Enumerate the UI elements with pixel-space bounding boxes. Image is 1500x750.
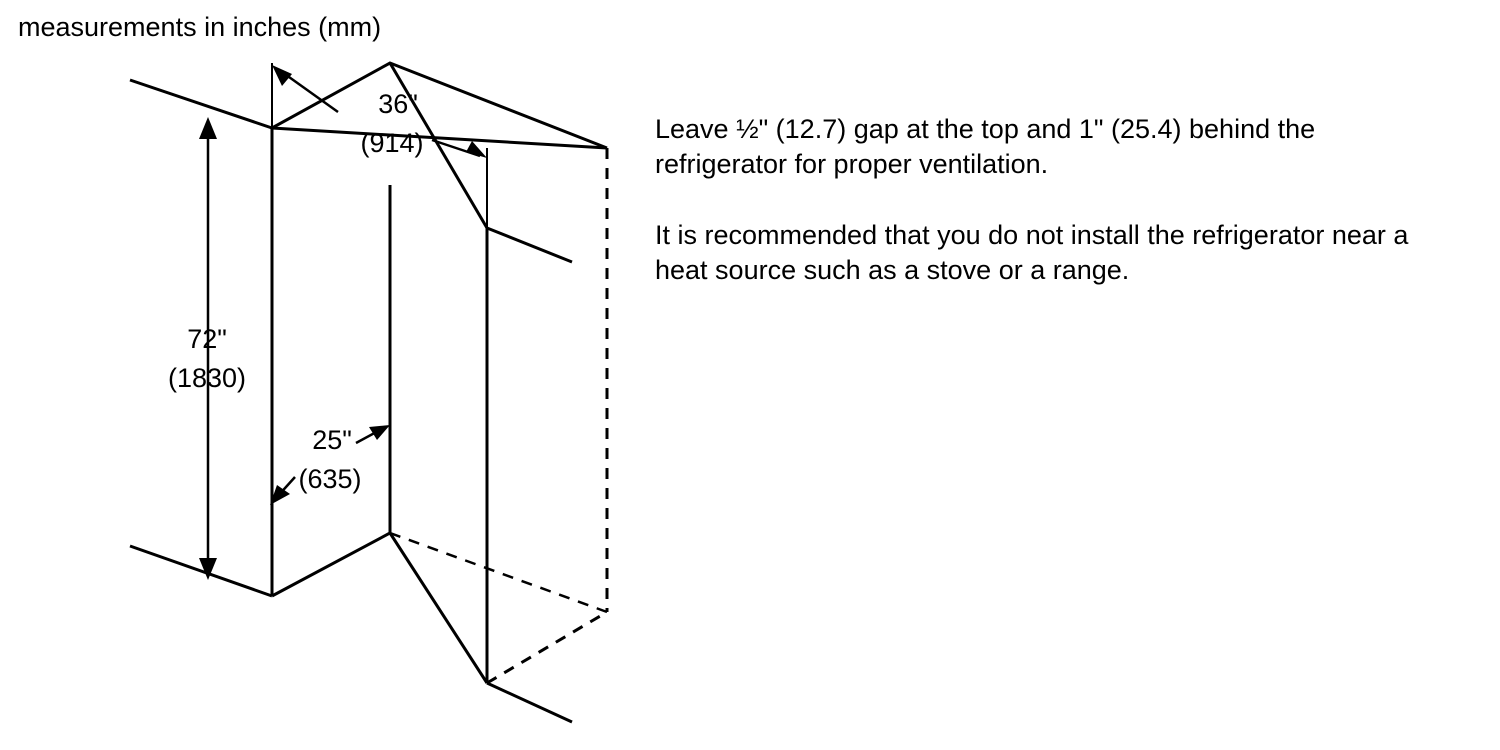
depth-label-inches: 25"	[312, 425, 352, 455]
note-heat-source: It is recommended that you do not install the refrigerator near a heat source such as a stove or a range.	[655, 220, 1409, 285]
page-caption: measurements in inches (mm)	[18, 12, 382, 42]
floor-front-edge	[487, 683, 572, 722]
width-label-mm: (914)	[360, 128, 424, 158]
installation-notes	[655, 112, 1415, 288]
ceiling-plane-edges	[272, 63, 607, 148]
depth-arrow-upper-head	[369, 425, 390, 440]
height-arrow-top-head	[199, 117, 217, 139]
note-ventilation: Leave ½" (12.7) gap at the top and 1" (25.4) behind the refrigerator for proper ventilation.	[655, 114, 1316, 179]
width-arrow-left-head	[272, 65, 292, 86]
depth-label-mm: (635)	[298, 464, 362, 494]
floor-right-edge	[390, 533, 487, 683]
dimension-labels	[168, 89, 424, 494]
width-label-inches: 36"	[378, 89, 418, 119]
height-label-inches: 72"	[187, 324, 227, 354]
left-wall-bottom-edge	[130, 546, 272, 596]
cavity-depth-edges	[272, 185, 390, 596]
hidden-floor-edge	[487, 612, 607, 683]
left-wall-top-edge	[130, 80, 272, 128]
height-label-mm: (1830)	[167, 363, 247, 393]
hidden-depth-edge	[390, 533, 607, 612]
right-wall-lower-edge	[487, 228, 572, 262]
